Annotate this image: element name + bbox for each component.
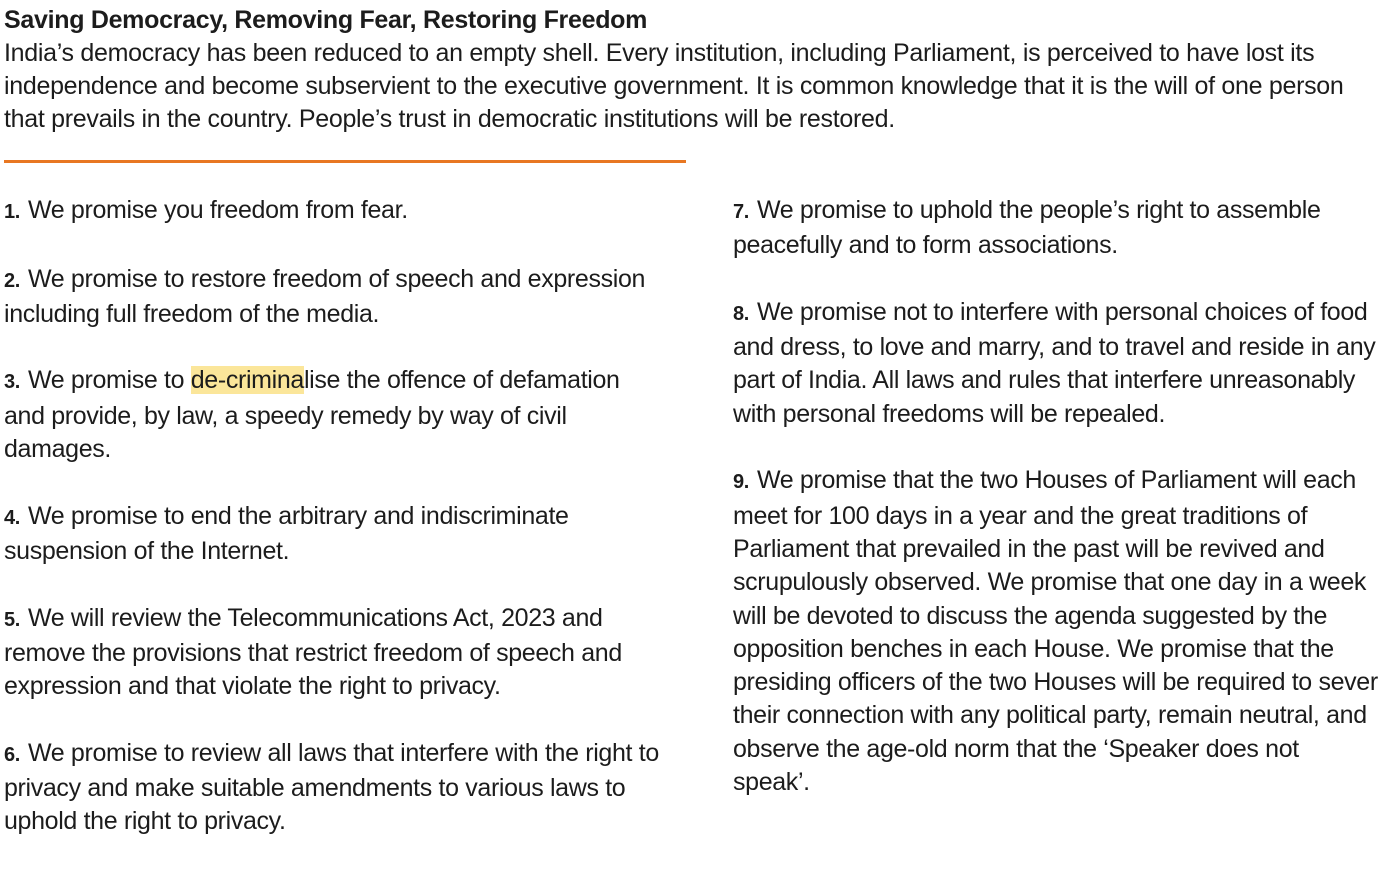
promise-item-8 [733, 296, 1378, 431]
promise-number: 1. [4, 201, 20, 223]
promise-text: We promise to end the arbitrary and indiscriminate suspension of the Internet. [4, 501, 569, 565]
promise-number: 2. [4, 269, 20, 292]
promise-number: 9. [733, 471, 749, 494]
section-title: Saving Democracy, Removing Fear, Restoring Freedom [4, 6, 648, 34]
promise-text: We promise you freedom from fear. [27, 196, 408, 224]
promise-item-6 [4, 737, 664, 839]
promise-text: We promise to [27, 366, 191, 395]
promise-item-4 [4, 500, 664, 569]
highlighted-text: de-crimina [190, 366, 304, 395]
promise-text: We will review the Telecommunications Act, 2023 and remove the provisions that restrict freedom of speech and expression and that violate the right to privacy. [4, 603, 622, 701]
promise-item-9 [733, 464, 1378, 799]
promise-text: We promise not to interfere with personal choices of food and dress, to love and marry, and to travel and reside in any part of India. All laws and rules that interfere unreasonably with personal freedoms will be repealed. [733, 297, 1376, 428]
promises-right-column [733, 194, 1378, 833]
promise-text: lise the offence of defamation and provide, by law, a speedy remedy by way of civil damages. [4, 366, 620, 464]
promise-text: We promise to restore freedom of speech and expression including full freedom of the media. [4, 264, 646, 328]
orange-divider [4, 160, 686, 163]
section-intro: India’s democracy has been reduced to an empty shell. Every institution, including Parliament, is perceived to have lost its independence and become subservient to the executive government. It is common knowledge that it is the will of one person that prevails in the country. People’s trust in democratic institutions will be restored. [4, 39, 1344, 133]
promise-item-3 [4, 364, 664, 466]
promise-item-2 [4, 263, 664, 332]
promise-item-1 [4, 194, 664, 229]
promises-left-column [4, 194, 664, 872]
promise-number: 6. [4, 743, 20, 766]
promise-number: 7. [733, 201, 749, 223]
promise-text: We promise to review all laws that interfere with the right to privacy and make suitable amendments to various laws to uphold the right to privacy. [4, 738, 659, 836]
promise-number: 8. [733, 302, 749, 325]
promise-item-5 [4, 602, 664, 704]
promise-number: 4. [4, 506, 20, 529]
promise-number: 5. [4, 608, 20, 631]
promise-number: 3. [4, 371, 20, 394]
promise-item-7 [733, 194, 1378, 263]
promise-text: We promise to uphold the people’s right to assemble peacefully and to form associations. [733, 196, 1321, 260]
promise-text: We promise that the two Houses of Parliament will each meet for 100 days in a year and the great traditions of Parliament that prevailed in the past will be revived and scrupulously observed. We promise that one day in a week will be devoted to discuss the agenda suggested by the opposition benches in each House. We promise that the presiding officers of the two Houses will be required to sever their connection with any political party, remain neutral, and observe the age-old norm that the ‘Speaker does not speak’. [733, 466, 1378, 797]
